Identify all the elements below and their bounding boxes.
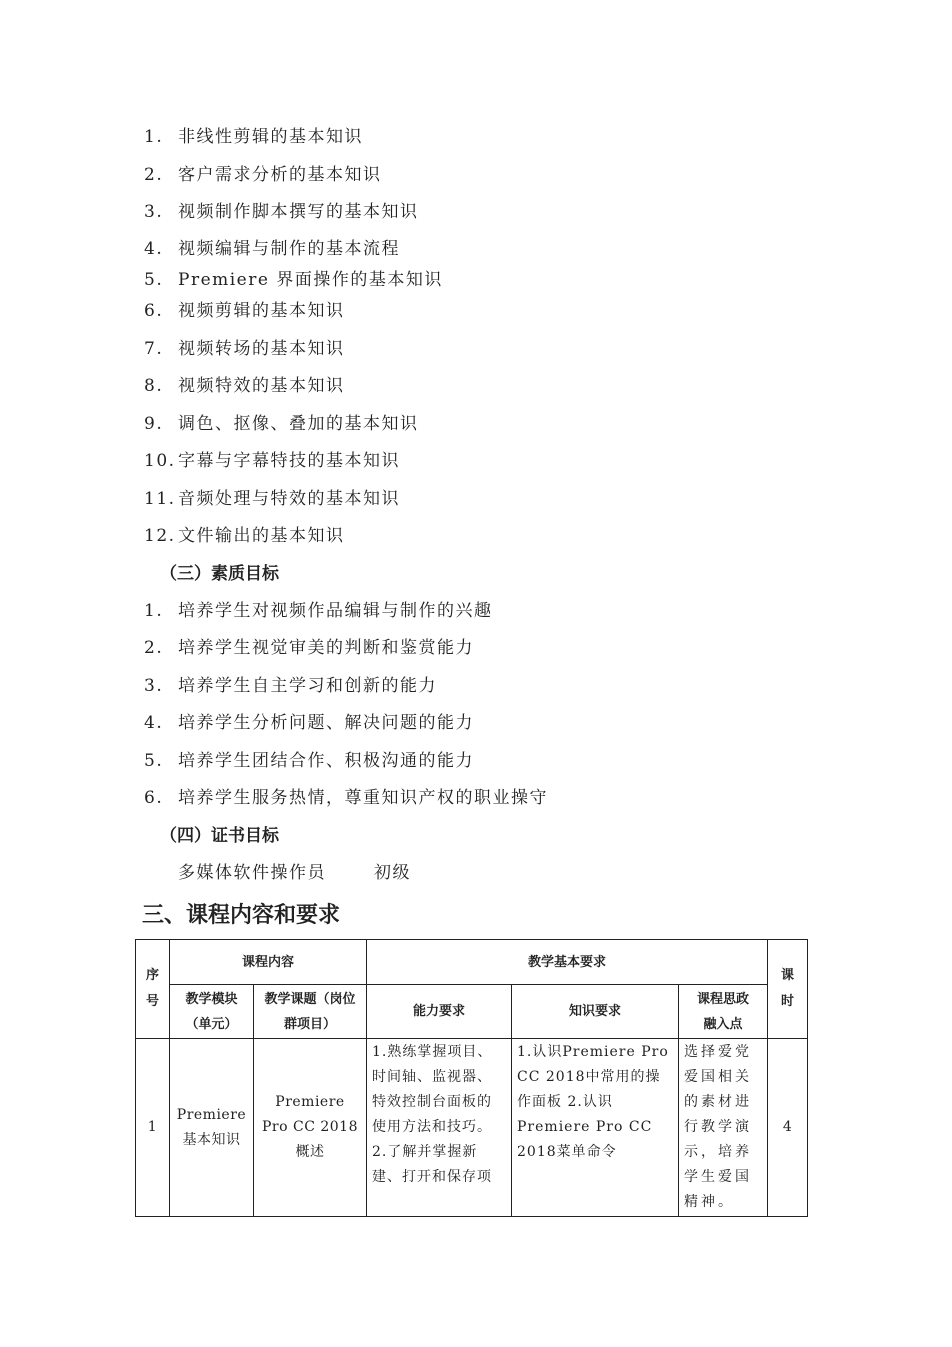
- certificate-level: 初级: [374, 863, 411, 883]
- table-header-row: [136, 940, 808, 985]
- list-item: 11. 音频处理与特效的基本知识: [144, 489, 400, 509]
- header-knowledge: 知识要求: [512, 985, 679, 1039]
- list-item: 3. 培养学生自主学习和创新的能力: [144, 676, 437, 696]
- header-topic: 教学课题（岗位群项目）: [254, 985, 367, 1039]
- course-table: [135, 939, 808, 1217]
- header-requirements: 教学基本要求: [367, 940, 768, 985]
- list-item: 3. 视频制作脚本撰写的基本知识: [144, 202, 419, 222]
- certificate-line: [178, 858, 411, 883]
- list-item: 6. 培养学生服务热情，尊重知识产权的职业操守: [144, 788, 548, 808]
- cell-hours: 4: [768, 1039, 808, 1217]
- cell-topic: Premiere Pro CC 2018概述: [254, 1039, 367, 1217]
- cell-ideology: 选择爱党爱国相关的素材进行教学演示，培养学生爱国精神。: [679, 1039, 768, 1217]
- list-item: 4. 视频编辑与制作的基本流程: [144, 239, 400, 259]
- list-item: 7. 视频转场的基本知识: [144, 339, 345, 359]
- header-seq: 序号: [136, 940, 170, 1039]
- header-ideology: 课程思政融入点: [679, 985, 768, 1039]
- table-row: [136, 1039, 808, 1217]
- cell-knowledge: 1.认识Premiere Pro CC 2018中常用的操作面板 2.认识Premiere Pro CC 2018菜单命令: [512, 1039, 679, 1217]
- cell-module: Premiere基本知识: [170, 1039, 254, 1217]
- header-ability: 能力要求: [367, 985, 512, 1039]
- header-content: 课程内容: [170, 940, 367, 985]
- list-item: 4. 培养学生分析问题、解决问题的能力: [144, 713, 474, 733]
- list-item: 8. 视频特效的基本知识: [144, 376, 345, 396]
- quality-heading: （三）素质目标: [160, 564, 279, 584]
- table-subheader-row: [136, 985, 808, 1039]
- cell-ability: 1.熟练掌握项目、时间轴、监视器、特效控制台面板的使用方法和技巧。2.了解并掌握新建、打开和保存项: [367, 1039, 512, 1217]
- list-item: 2. 客户需求分析的基本知识: [144, 165, 382, 185]
- list-item: 6. 视频剪辑的基本知识: [144, 301, 345, 321]
- list-item: 5. Premiere 界面操作的基本知识: [144, 270, 443, 290]
- list-item: 1. 培养学生对视频作品编辑与制作的兴趣: [144, 601, 493, 621]
- list-item: 1. 非线性剪辑的基本知识: [144, 127, 363, 147]
- header-module: 教学模块（单元）: [170, 985, 254, 1039]
- list-item: 5. 培养学生团结合作、积极沟通的能力: [144, 751, 474, 771]
- list-item: 2. 培养学生视觉审美的判断和鉴赏能力: [144, 638, 474, 658]
- section-title: 三、课程内容和要求: [142, 903, 341, 928]
- certificate-heading: （四）证书目标: [160, 826, 279, 846]
- certificate-name: 多媒体软件操作员: [178, 863, 326, 883]
- list-item: 12. 文件输出的基本知识: [144, 526, 345, 546]
- cell-seq: 1: [136, 1039, 170, 1217]
- list-item: 9. 调色、抠像、叠加的基本知识: [144, 414, 419, 434]
- list-item: 10. 字幕与字幕特技的基本知识: [144, 451, 400, 471]
- header-hours: 课时: [768, 940, 808, 1039]
